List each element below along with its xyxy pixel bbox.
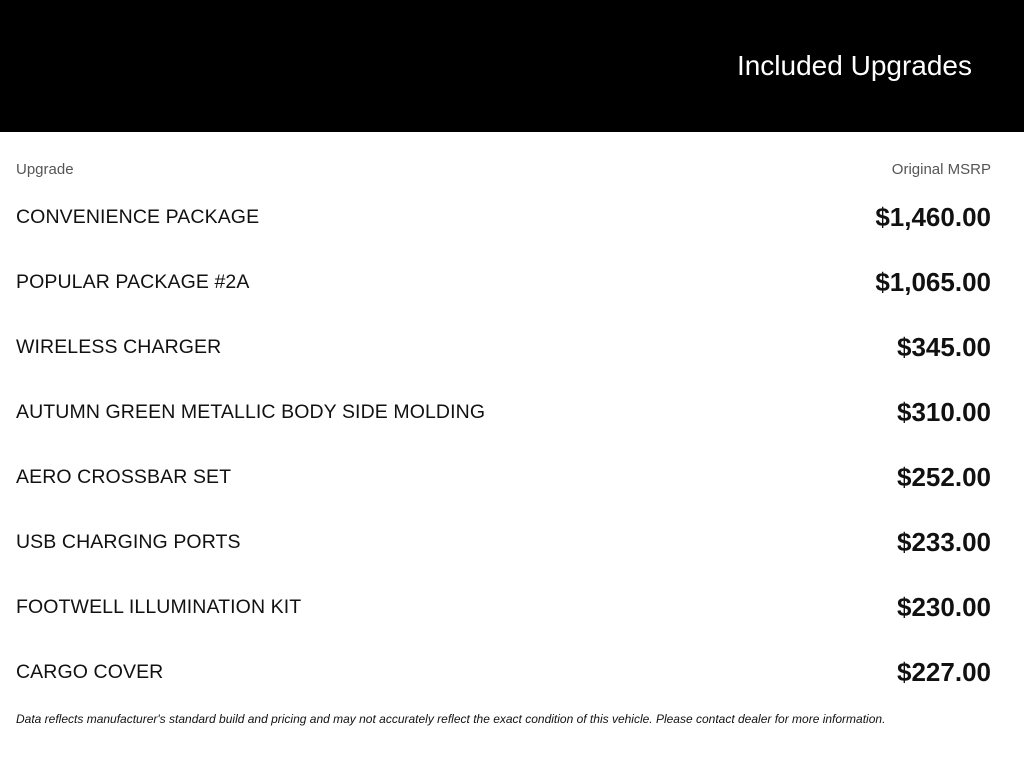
upgrade-price: $1,065.00 [875,267,991,297]
column-header-upgrade: Upgrade [16,161,74,178]
upgrade-price: $233.00 [897,527,991,557]
upgrade-name: CONVENIENCE PACKAGE [16,206,260,228]
table-row [16,510,991,575]
upgrade-name: CARGO COVER [16,661,164,683]
upgrade-price: $345.00 [897,332,991,362]
upgrade-price: $310.00 [897,397,991,427]
upgrade-name: AERO CROSSBAR SET [16,466,232,488]
upgrade-price: $230.00 [897,592,991,622]
page-title: Included Upgrades [736,50,972,81]
upgrade-name: FOOTWELL ILLUMINATION KIT [16,596,302,618]
table-row [16,185,991,250]
table-row [16,445,991,510]
upgrade-name: AUTUMN GREEN METALLIC BODY SIDE MOLDING [16,401,486,423]
column-headers [16,160,991,180]
upgrade-price: $227.00 [897,657,991,687]
table-row [16,315,991,380]
table-row [16,380,991,445]
upgrade-price: $1,460.00 [875,202,991,232]
column-header-msrp: Original MSRP [891,161,991,178]
upgrades-list [16,185,991,705]
table-row [16,575,991,640]
upgrade-name: POPULAR PACKAGE #2A [16,271,250,293]
upgrade-price: $252.00 [897,462,991,492]
header-bar [0,0,1024,132]
table-row [16,640,991,705]
disclaimer-text: Data reflects manufacturer's standard build and pricing and may not accurately reflect the exact condition of this vehicle. Please contact dealer for more information. [16,712,886,726]
upgrade-name: WIRELESS CHARGER [16,336,222,358]
table-row [16,250,991,315]
upgrade-name: USB CHARGING PORTS [16,531,241,553]
